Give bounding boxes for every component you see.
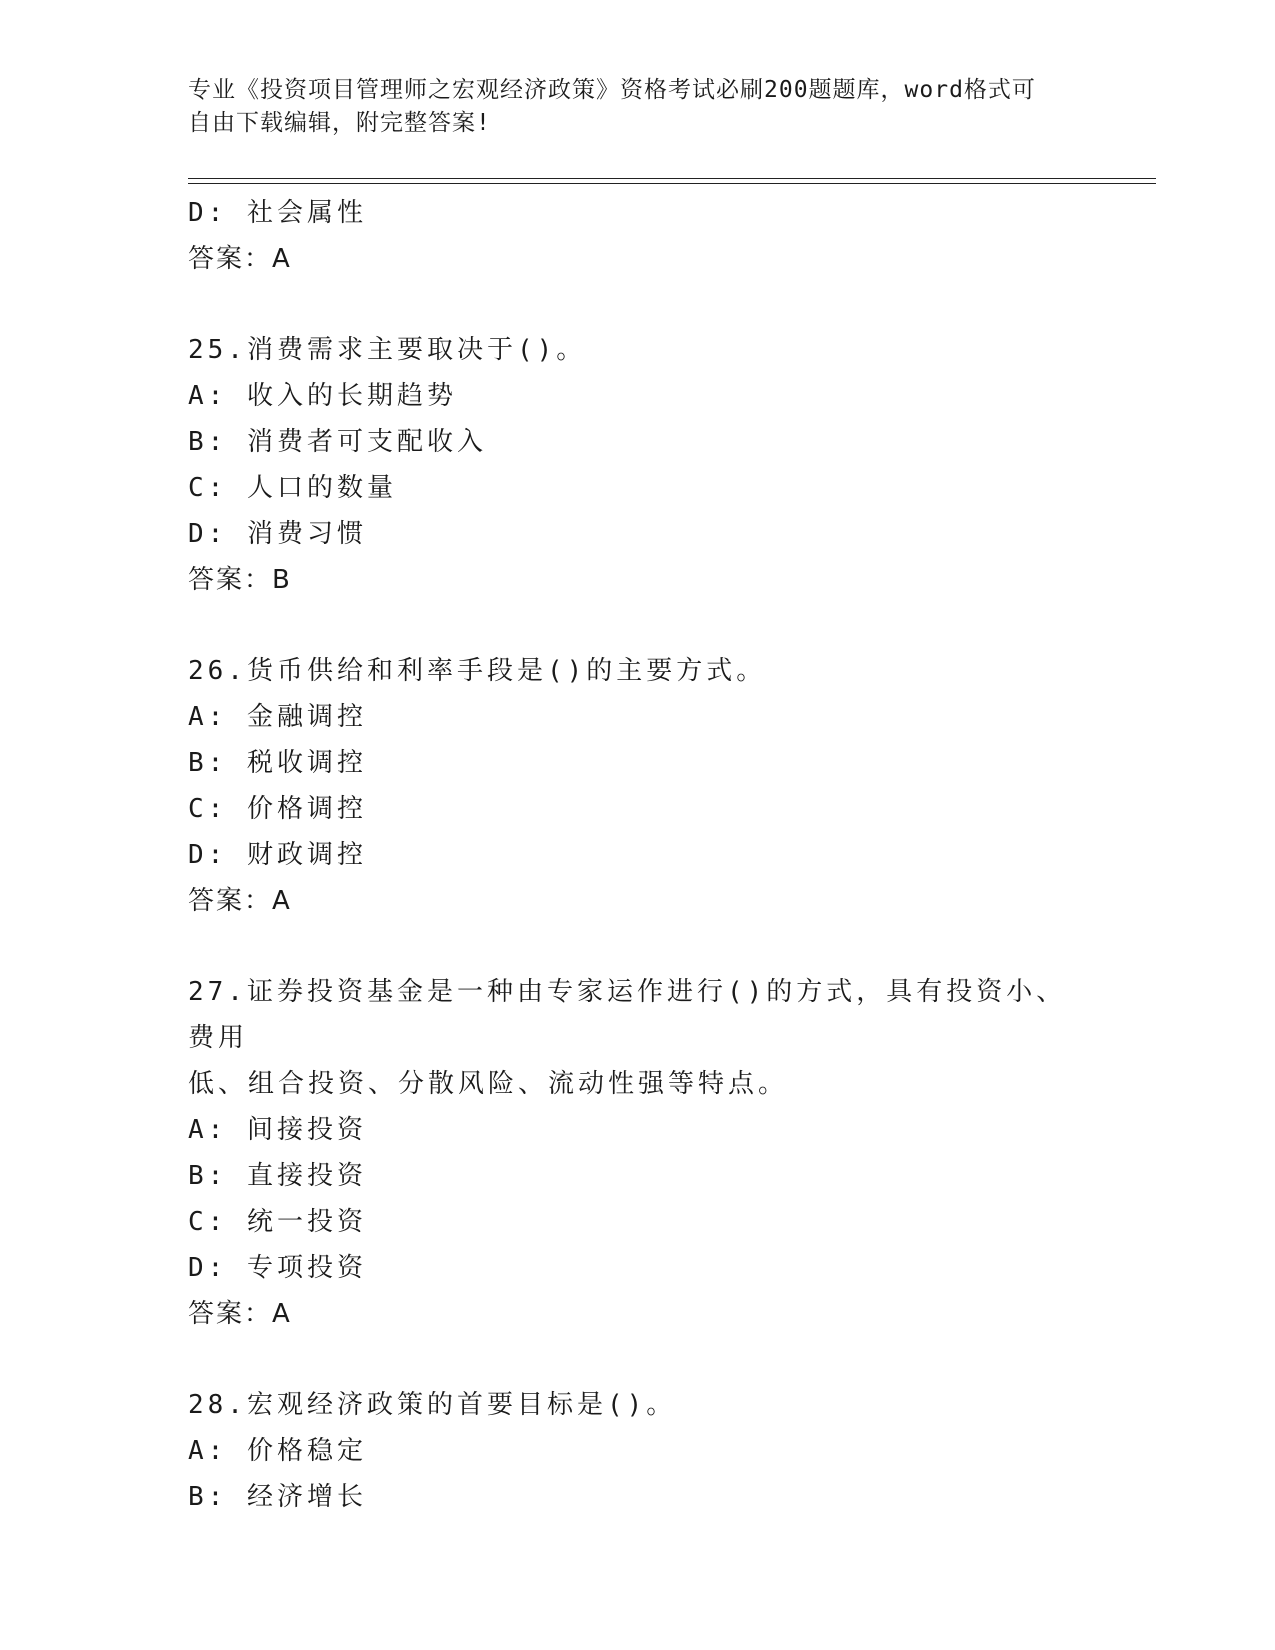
answer-line: 答案：B — [188, 565, 292, 595]
option-a: A: 收入的长期趋势 — [188, 381, 457, 411]
option-a: A: 金融调控 — [188, 702, 367, 732]
option-a: A: 间接投资 — [188, 1115, 367, 1145]
option-a: A: 价格稳定 — [188, 1436, 367, 1466]
option-c: C: 统一投资 — [188, 1207, 367, 1237]
option-d: D: 消费习惯 — [188, 519, 367, 549]
question-stem: 26.货币供给和利率手段是()的主要方式。 — [188, 656, 767, 686]
question-25 — [188, 327, 1088, 603]
option-b: B: 消费者可支配收入 — [188, 427, 487, 457]
answer-line: 答案：A — [188, 1299, 292, 1329]
header-title-line-1: 专业《投资项目管理师之宏观经济政策》资格考试必刷200题题库，word格式可 — [188, 77, 1036, 103]
question-27 — [188, 969, 1088, 1337]
question-stem: 25.消费需求主要取决于()。 — [188, 335, 587, 365]
carryover-block — [188, 190, 1088, 282]
question-content — [188, 190, 1088, 1520]
option-b: B: 直接投资 — [188, 1161, 367, 1191]
header-divider-top — [188, 178, 1156, 179]
option-b: B: 经济增长 — [188, 1482, 367, 1512]
option-d: D: 财政调控 — [188, 840, 367, 870]
option-b: B: 税收调控 — [188, 748, 367, 778]
answer-line: 答案：A — [188, 244, 292, 274]
header-title-line-2: 自由下载编辑，附完整答案! — [188, 110, 491, 136]
document-header — [188, 74, 1088, 140]
question-stem-line-1: 27.证券投资基金是一种由专家运作进行()的方式，具有投资小、费用 — [188, 977, 1067, 1053]
question-stem: 28.宏观经济政策的首要目标是()。 — [188, 1390, 677, 1420]
question-26 — [188, 648, 1088, 924]
answer-line: 答案：A — [188, 886, 292, 916]
question-28 — [188, 1382, 1088, 1520]
option-c: C: 价格调控 — [188, 794, 367, 824]
question-stem-line-2: 低、组合投资、分散风险、流动性强等特点。 — [188, 1069, 789, 1099]
option-c: C: 人口的数量 — [188, 473, 397, 503]
header-divider-bottom — [188, 183, 1156, 184]
option-d: D: 社会属性 — [188, 198, 367, 228]
option-d: D: 专项投资 — [188, 1253, 367, 1283]
